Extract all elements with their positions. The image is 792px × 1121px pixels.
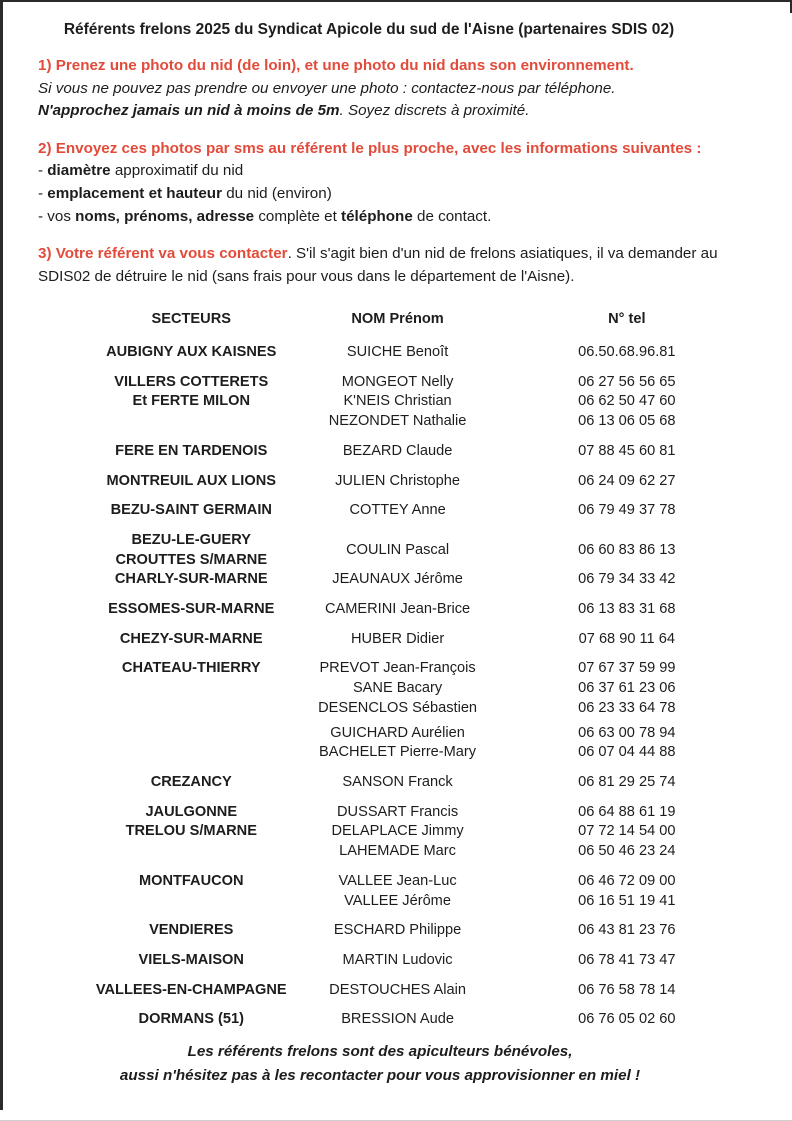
referent-name: PREVOT Jean-François [319, 660, 476, 677]
text-segment: du nid (environ) [222, 184, 332, 202]
text-segment: . Soyez discrets à proximité. [339, 102, 530, 120]
referent-name: SANSON Franck [342, 774, 453, 790]
text-segment: approximatif du nid [110, 162, 244, 180]
sector-name: CHEZY-SUR-MARNE [119, 630, 263, 647]
tel-cell [506, 442, 748, 462]
referent-name: MONGEOT Nelly [341, 373, 454, 390]
sector-cell [93, 803, 290, 842]
table-row [93, 501, 748, 521]
referent-tel: 07 68 90 11 64 [578, 630, 675, 647]
sector-name: VENDIERES [149, 922, 234, 939]
referent-name: DESENCLOS Sébastien [318, 699, 478, 716]
sector-name: CREZANCY [150, 774, 232, 790]
table-row [93, 921, 748, 941]
step-1-heading: 1) Prenez une photo du nid (de loin), et une photo du nid dans son environnement. [38, 57, 634, 74]
name-cell [290, 773, 506, 793]
tel-cell [506, 951, 748, 971]
table-group [93, 343, 748, 363]
sector-name: Et FERTE MILON [132, 393, 251, 410]
referent-name: JEAUNAUX Jérôme [332, 571, 463, 588]
table-group [93, 981, 748, 1001]
referent-name: MARTIN Ludovic [342, 951, 453, 968]
table-row [93, 442, 748, 462]
referent-tel: 07 72 14 54 00 [578, 823, 676, 840]
sector-name: CROUTTES S/MARNE [115, 551, 268, 568]
sector-name: BEZU-SAINT GERMAIN [110, 502, 272, 519]
tel-cell [506, 570, 748, 590]
text-segment: emplacement et hauteur [47, 184, 222, 202]
name-cell [290, 1010, 506, 1030]
tel-cell [506, 981, 748, 1001]
text-segment: 3) Votre référent va vous contacter [38, 245, 288, 263]
referent-tel: 06.50.68.96.81 [578, 344, 676, 361]
sector-cell [93, 773, 290, 793]
sector-name: AUBIGNY AUX KAISNES [106, 344, 277, 361]
referent-name: VALLEE Jean-Luc [338, 872, 457, 889]
sector-cell [93, 531, 290, 570]
table-group [93, 531, 748, 590]
tel-cell [506, 921, 748, 941]
sector-name: FERE EN TARDENOIS [115, 442, 268, 459]
referent-name: BEZARD Claude [342, 442, 453, 459]
referent-name: GUICHARD Aurélien [330, 724, 465, 741]
text-segment: - vos [38, 207, 76, 225]
referent-name: NEZONDET Nathalie [328, 413, 467, 430]
table-group [93, 1010, 748, 1030]
sector-cell [93, 343, 290, 363]
referent-tel: 06 81 29 25 74 [578, 774, 676, 790]
step-1 [38, 55, 752, 123]
text-segment: noms, prénoms, adresse [75, 207, 255, 225]
tel-cell [506, 343, 748, 363]
referent-name: DESTOUCHES Alain [329, 981, 466, 998]
referents-table-body [93, 343, 748, 1030]
table-group [93, 773, 748, 793]
step-2-item-emplacement [38, 183, 752, 206]
table-group [93, 472, 748, 492]
text-segment: - [38, 184, 48, 202]
sector-name: VALLEES-EN-CHAMPAGNE [95, 981, 287, 998]
table-row [93, 472, 748, 492]
sector-cell [93, 600, 290, 620]
scan-edge-left [0, 0, 3, 1110]
table-row [93, 724, 748, 763]
tel-cell [506, 803, 748, 862]
sector-name: CHATEAU-THIERRY [121, 660, 261, 677]
sector-name: DORMANS (51) [138, 1011, 244, 1028]
name-cell [290, 600, 506, 620]
referent-name: ESCHARD Philippe [333, 922, 462, 939]
referent-name: JULIEN Christophe [335, 472, 461, 489]
name-cell [290, 981, 506, 1001]
referent-tel: 06 13 83 31 68 [578, 601, 676, 618]
referent-name: LAHEMADE Marc [339, 843, 456, 860]
table-row [93, 600, 748, 620]
table-group [93, 501, 748, 521]
scan-edge-top [0, 0, 792, 2]
referent-tel: 06 78 41 73 47 [578, 951, 676, 968]
step-2-heading: 2) Envoyez ces photos par sms au référent le plus proche, avec les informations suivantes : [38, 139, 702, 157]
referent-tel: 06 43 81 23 76 [578, 922, 676, 939]
step-2 [38, 138, 752, 228]
sector-name: VIELS-MAISON [138, 951, 244, 968]
table-header-row [93, 310, 748, 330]
sector-cell [93, 472, 290, 492]
page-title: Référents frelons 2025 du Syndicat Apicole du sud de l'Aisne (partenaires SDIS 02) [63, 21, 675, 38]
referent-tel: 06 50 46 23 24 [578, 843, 676, 860]
sector-cell [93, 872, 290, 892]
referent-name: HUBER Didier [350, 630, 445, 647]
referent-tel: 06 13 06 05 68 [578, 413, 676, 430]
sector-cell [93, 630, 290, 650]
step-3 [38, 243, 752, 288]
sector-name: CHARLY-SUR-MARNE [114, 571, 268, 588]
tel-cell [506, 659, 748, 718]
sector-cell [93, 442, 290, 462]
referent-name: DUSSART Francis [337, 803, 459, 820]
table-row [93, 630, 748, 650]
footer-line-1: Les référents frelons sont des apiculteurs bénévoles, [187, 1043, 573, 1061]
referent-tel: 06 64 88 61 19 [578, 803, 676, 820]
name-cell [290, 724, 506, 763]
name-cell [290, 501, 506, 521]
sector-name: MONTREUIL AUX LIONS [106, 472, 276, 489]
tel-cell [506, 1010, 748, 1030]
sector-cell [93, 951, 290, 971]
table-group [93, 872, 748, 911]
table-row [93, 1010, 748, 1030]
referent-name: DELAPLACE Jimmy [331, 823, 464, 840]
table-row [93, 803, 748, 862]
tel-cell [506, 724, 748, 763]
tel-cell [506, 373, 748, 432]
table-row [93, 373, 748, 432]
sector-cell [93, 921, 290, 941]
name-cell [290, 951, 506, 971]
referent-name: COULIN Pascal [346, 541, 450, 558]
name-cell [290, 570, 506, 590]
referent-name: K'NEIS Christian [343, 393, 452, 410]
name-cell [290, 472, 506, 492]
referent-tel: 06 62 50 47 60 [578, 393, 676, 410]
sector-cell [93, 570, 290, 590]
referent-tel: 07 67 37 59 99 [578, 660, 676, 677]
name-cell [290, 659, 506, 718]
sector-cell [93, 981, 290, 1001]
referent-tel: 07 88 45 60 81 [578, 442, 676, 459]
step-1-line-2 [38, 78, 752, 101]
table-group [93, 803, 748, 862]
referent-tel: 06 23 33 64 78 [578, 699, 676, 716]
sector-cell [93, 659, 290, 679]
footer-line-2: aussi n'hésitez pas à les recontacter pour vous approvisionner en miel ! [119, 1066, 641, 1084]
referent-tel: 06 27 56 56 65 [578, 373, 676, 390]
table-group [93, 630, 748, 650]
name-cell [290, 872, 506, 911]
tel-cell [506, 501, 748, 521]
referent-tel: 06 76 05 02 60 [578, 1011, 676, 1028]
text-segment: téléphone [341, 207, 413, 225]
table-group [93, 442, 748, 462]
name-cell [290, 921, 506, 941]
table-row [93, 570, 748, 590]
text-segment: de contact. [412, 207, 492, 225]
sector-cell [93, 373, 290, 412]
name-cell [290, 442, 506, 462]
table-group [93, 373, 748, 432]
referents-table [93, 310, 748, 1030]
sector-name: MONTFAUCON [138, 872, 244, 889]
step-2-item-coordonnees [38, 206, 752, 229]
table-group [93, 921, 748, 941]
sector-name: ESSOMES-SUR-MARNE [108, 601, 275, 618]
table-row [93, 981, 748, 1001]
sector-name: JAULGONNE [145, 803, 238, 820]
name-cell [290, 343, 506, 363]
referent-tel: 06 60 83 86 13 [578, 541, 676, 558]
table-row [93, 773, 748, 793]
text-segment: N'approchez jamais un nid à moins de 5m [38, 102, 340, 120]
table-row [93, 951, 748, 971]
tel-cell [506, 872, 748, 911]
tel-cell [506, 472, 748, 492]
referent-name: VALLEE Jérôme [344, 892, 451, 909]
table-group [93, 600, 748, 620]
referent-tel: 06 07 04 44 88 [578, 744, 676, 761]
table-row [93, 659, 748, 718]
column-header-secteurs: SECTEURS [151, 311, 231, 328]
referent-tel: 06 79 34 33 42 [578, 571, 676, 588]
table-row [93, 872, 748, 911]
referent-tel: 06 16 51 19 41 [578, 892, 676, 909]
table-group [93, 659, 748, 763]
referent-tel: 06 37 61 23 06 [578, 680, 676, 697]
sector-cell [93, 1010, 290, 1030]
tel-cell [506, 630, 748, 650]
text-segment: complète et [254, 207, 342, 225]
text-segment: . S'il s'agit bien d'un nid de frelons asiatiques, il va demander au SDIS02 de détruire le nid (sans frais pour vous dans le département de l'Aisne). [38, 245, 718, 285]
referent-tel: 06 63 00 78 94 [578, 724, 676, 741]
referent-name: BACHELET Pierre-Mary [319, 744, 477, 761]
name-cell [290, 630, 506, 650]
referent-tel: 06 46 72 09 00 [578, 872, 676, 889]
tel-cell [506, 541, 748, 561]
sector-name: TRELOU S/MARNE [125, 823, 257, 840]
sector-name: VILLERS COTTERETS [114, 373, 269, 390]
name-cell [290, 803, 506, 862]
sector-name: BEZU-LE-GUERY [131, 531, 251, 548]
column-header-nom-prenom: NOM Prénom [351, 311, 444, 328]
referent-tel: 06 24 09 62 27 [578, 472, 676, 489]
table-row [93, 343, 748, 363]
text-segment: diamètre [47, 162, 111, 180]
name-cell [290, 541, 506, 561]
table-row [93, 531, 748, 570]
step-1-line-3 [38, 100, 752, 123]
table-group [93, 951, 748, 971]
name-cell [290, 373, 506, 432]
footer-note [38, 1040, 752, 1087]
tel-cell [506, 773, 748, 793]
referent-tel: 06 79 49 37 78 [578, 502, 676, 519]
referent-name: CAMERINI Jean-Brice [324, 601, 471, 618]
referent-name: BRESSION Aude [341, 1011, 454, 1028]
referent-name: SANE Bacary [352, 680, 443, 697]
referent-tel: 06 76 58 78 14 [578, 981, 676, 998]
text-segment: - [38, 162, 48, 180]
referent-name: COTTEY Anne [349, 502, 446, 519]
column-header-numero-tel: N° tel [608, 311, 646, 328]
referent-name: SUICHE Benoît [346, 344, 449, 361]
sector-cell [93, 501, 290, 521]
text-segment: Si vous ne pouvez pas prendre ou envoyer une photo : contactez-nous par téléphone. [38, 79, 616, 97]
step-2-item-diametre [38, 160, 752, 183]
tel-cell [506, 600, 748, 620]
